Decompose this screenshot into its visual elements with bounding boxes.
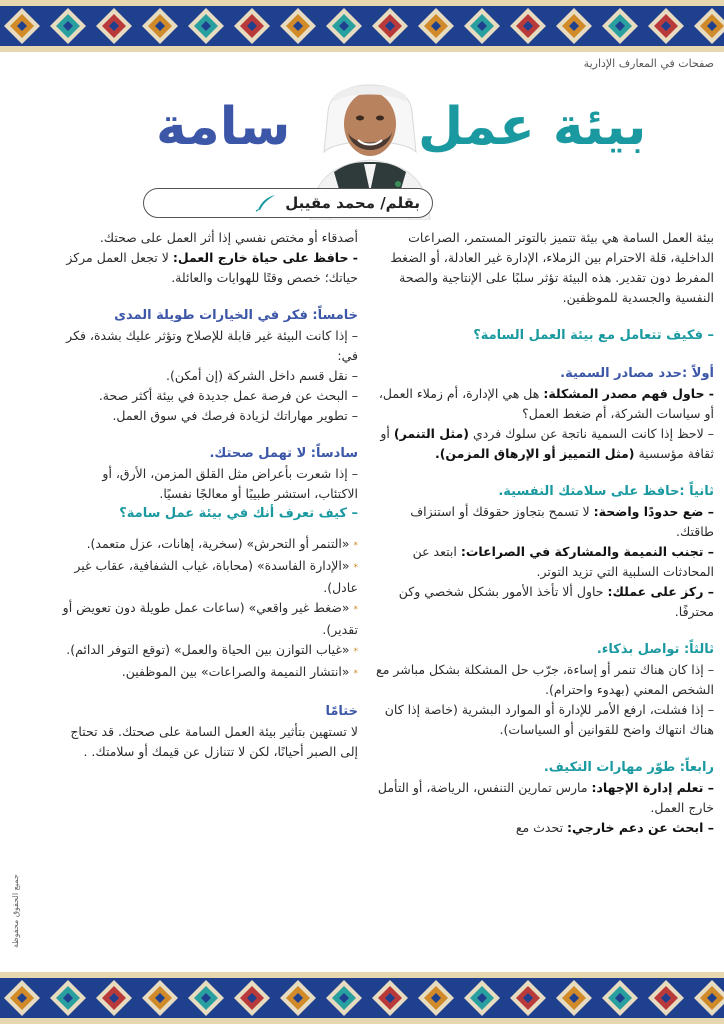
life-bold: - حافظ على حياة خارج العمل: xyxy=(172,250,358,265)
section-2-text-2: ابتعد عن المحادثات السلبية التي تزيد التوتر. xyxy=(412,544,714,579)
title-part-1: بيئة عمل xyxy=(418,97,647,157)
section-label: صفحات في المعارف الإدارية xyxy=(583,57,714,70)
section-6-heading: سادساً: لا تهمل صحتك. xyxy=(209,446,358,461)
sign-item-1: * «التنمر أو التحرش» (سخرية، إهانات، عزل متعمد). xyxy=(86,536,358,551)
sign-text-4: غياب التوازن بين الحياة والعمل» (توقع التوفر الدائم). xyxy=(66,642,342,657)
pattern-graphic xyxy=(0,0,724,52)
section-5-paragraph-1: – إذا كانت البيئة غير قابلة للإصلاح وتؤثر عليك بشدة، فكر في: xyxy=(66,328,358,363)
how-heading: – فكيف تتعامل مع بيئة العمل السامة؟ xyxy=(473,328,714,343)
conclusion-heading: ختامًا xyxy=(325,704,358,719)
section-5-paragraph-3: – البحث عن فرصة عمل جديدة في بيئة أكثر صحة. xyxy=(98,388,358,403)
section-1-text-2b: أو ثقافة مؤسسية xyxy=(380,426,714,461)
section-5-paragraph-2: – نقل قسم داخل الشركة (إن أمكن). xyxy=(166,368,358,383)
bullet-star: * xyxy=(353,605,358,615)
section-1-text-1: هل هي الإدارة، أم زملاء العمل، أو سياسات الشركة، أم ضغط العمل؟ xyxy=(378,386,714,421)
section-4-paragraph-1 xyxy=(372,778,714,818)
sign-text-1: التنمر أو التحرش» (سخرية، إهانات، عزل متعمد). xyxy=(86,536,342,551)
byline-text: بقلم/ محمد مقيبل xyxy=(285,194,420,212)
sign-item-5: * «انتشار النميمة والصراعات» بين الموظفين. xyxy=(121,664,358,679)
byline-pill xyxy=(143,188,433,218)
section-1-paragraph-2 xyxy=(372,424,714,464)
section-1-heading: أولاً :حدد مصادر السمية. xyxy=(560,366,714,381)
signs-heading: – كيف تعرف أنك في بيئة عمل سامة؟ xyxy=(119,506,358,521)
section-1-text-2a: – لاحظ إذا كانت السمية ناتجة عن سلوك فردي xyxy=(469,426,714,441)
bullet-star: * xyxy=(353,541,358,551)
section-4-text-2: تحدث مع xyxy=(515,820,568,835)
intro-paragraph: بيئة العمل السامة هي بيئة تتميز بالتوتر المستمر، الصراعات الداخلية، قلة الاحترام بين الزملاء، الإدارة غير العادلة، أو الضغط المفرط دون تقدير. هذه البيئة تؤثر سلبًا على الإنتاجية والصحة النفسية والجسدية للموظفين. xyxy=(390,230,714,305)
sign-text-2: الإدارة الفاسدة» (محاباة، غياب الشفافية، عقاب غير عادل). xyxy=(74,558,358,595)
section-4-bold-2: – ابحث عن دعم خارجي: xyxy=(567,820,714,835)
sign-item-2: * «الإدارة الفاسدة» (محاباة، غياب الشفافية، عقاب غير عادل). xyxy=(74,558,358,595)
conclusion-paragraph: لا تستهين بتأثير بيئة العمل السامة على صحتك. قد تحتاج إلى الصبر أحيانًا، لكن لا تتنازل عن قيمك أو سلامتك. . xyxy=(70,724,358,759)
rights-credit xyxy=(8,840,22,950)
life-paragraph xyxy=(60,248,358,288)
section-2-bold-2: – تجنب النميمة والمشاركة في الصراعات: xyxy=(460,544,714,559)
bullet-star: * xyxy=(353,563,358,573)
section-3-heading: ثالثاً: تواصل بذكاء. xyxy=(596,642,714,657)
continuation-paragraph: أصدقاء أو مختص نفسي إذا أثر العمل على صحتك. xyxy=(99,230,358,245)
pattern-graphic xyxy=(0,972,724,1024)
section-2-paragraph-3 xyxy=(372,582,714,622)
section-1-bold-2b: (مثل التمييز أو الإرهاق المزمن). xyxy=(434,446,635,461)
top-decorative-band xyxy=(0,0,724,52)
quill-icon xyxy=(255,194,277,212)
bullet-star: * xyxy=(353,669,358,679)
section-3-paragraph-2: – إذا فشلت، ارفع الأمر للإدارة أو الموارد البشرية (خاصة إذا كان هناك انتهاك واضح للقوانين أو السياسات). xyxy=(384,702,714,737)
section-2-paragraph-1 xyxy=(372,502,714,542)
section-2-bold-3: – ركز على عملك: xyxy=(607,584,714,599)
section-1-bold-1: - حاول فهم مصدر المشكلة: xyxy=(543,386,714,401)
section-2-heading: ثانياً :حافظ على سلامتك النفسية. xyxy=(498,484,714,499)
bottom-decorative-band xyxy=(0,972,724,1024)
rights-credit-text: جميع الحقوق محفوظة xyxy=(11,874,20,948)
section-4-text-1: مارس تمارين التنفس، الرياضة، أو التأمل خارج العمل. xyxy=(377,780,714,815)
section-2-paragraph-2 xyxy=(372,542,714,582)
section-2-bold-1: – ضع حدودًا واضحة: xyxy=(593,504,714,519)
section-4-heading: رابعاً: طوّر مهارات التكيف. xyxy=(543,760,714,775)
sign-text-3: ضغط غير واقعي» (ساعات عمل طويلة دون تعويض أو تقدير). xyxy=(62,600,358,637)
bullet-star: * xyxy=(353,647,358,657)
section-4-bold-1: – تعلم إدارة الإجهاد: xyxy=(591,780,714,795)
section-6-paragraph-1: – إذا شعرت بأعراض مثل القلق المزمن، الأرق، أو الاكتئاب، استشر طبيبًا أو معالجًا نفسيًا. xyxy=(102,466,358,501)
section-5-heading: خامساً: فكر في الخيارات طويلة المدى xyxy=(114,308,358,323)
section-2-text-1: لا تسمح بتجاوز حقوقك أو استنزاف طاقتك. xyxy=(410,504,714,539)
section-1-paragraph-1 xyxy=(372,384,714,424)
section-1-bold-2a: (مثل التنمر) xyxy=(393,426,469,441)
section-3-paragraph-1: – إذا كان هناك تنمر أو إساءة، جرّب حل المشكلة بشكل مباشر مع الشخص المعني (بهدوء واحترام). xyxy=(376,662,714,697)
section-4-paragraph-2 xyxy=(372,818,714,838)
right-column xyxy=(372,228,714,838)
section-2-text-3: حاول ألا تأخذ الأمور بشكل شخصي وكن محترفًا. xyxy=(398,584,714,619)
title-part-2: سامة xyxy=(156,97,291,157)
sign-item-3: * «ضغط غير واقعي» (ساعات عمل طويلة دون تعويض أو تقدير). xyxy=(62,600,358,637)
section-5-paragraph-4: – تطوير مهاراتك لزيادة فرصك في سوق العمل. xyxy=(112,408,358,423)
sign-item-4: * «غياب التوازن بين الحياة والعمل» (توقع التوفر الدائم). xyxy=(66,642,358,657)
left-column xyxy=(60,228,358,762)
life-text: لا تجعل العمل مركز حياتك؛ خصص وقتًا للهوايات والعائلة. xyxy=(66,250,358,285)
sign-text-5: انتشار النميمة والصراعات» بين الموظفين. xyxy=(121,664,342,679)
